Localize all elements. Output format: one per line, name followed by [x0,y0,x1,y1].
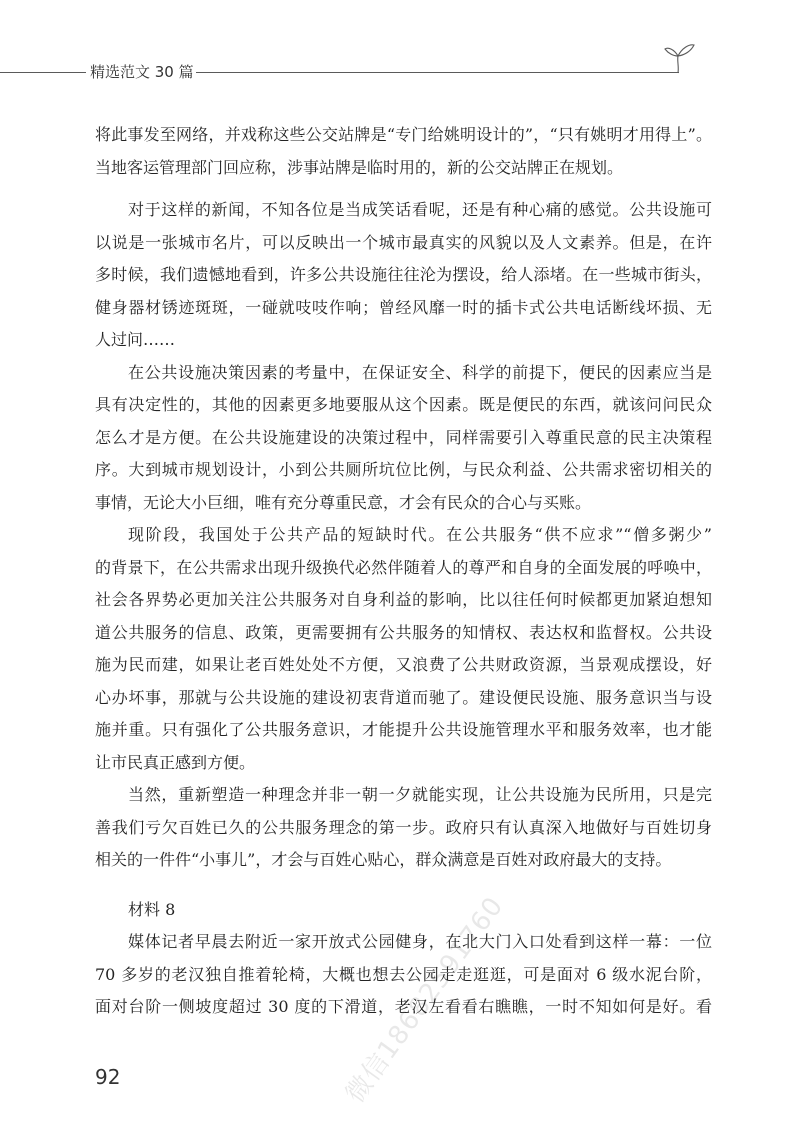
text-line: 现阶段，我国处于公共产品的短缺时代。在公共服务“供不应求”“僧多粥少” [128,525,712,544]
text-line: 多时候，我们遗憾地看到，许多公共设施往往沦为摆设，给人添堵。在一些城市街头， [95,265,712,284]
text-line: 序。大到城市规划设计，小到公共厕所坑位比例，与民众利益、公共需求密切相关的 [95,460,712,479]
paragraph-4 [95,519,712,779]
text-line: 面对台阶一侧坡度超过 30 度的下滑道，老汉左看看右瞧瞧，一时不知如何是好。看 [95,997,712,1016]
page-number: 92 [95,1065,121,1089]
sprout-icon [660,38,700,78]
watermark: 微信18682591760 [340,891,510,1109]
text-line: 事情，无论大小巨细，唯有充分尊重民意，才会有民众的合心与买账。 [95,492,592,512]
header-rule-right [196,72,679,73]
text-line: 社会各界势必更加关注公共服务对自身利益的影响，比以往任何时候都更加紧迫想知 [95,590,712,609]
header-rule-left [0,72,86,73]
text-line: 善我们亏欠百姓已久的公共服务理念的第一步。政府只有认真深入地做好与百姓切身 [95,817,712,837]
text-line: 具有决定性的，其他的因素更多地要服从这个因素。既是便民的东西，就该问问民众 [95,395,712,414]
text-line: 当地客运管理部门回应称，涉事站牌是临时用的，新的公交站牌正在规划。 [95,157,624,177]
body-text [95,119,712,1024]
text-line: 怎么才是方便。在公共设施建设的决策过程中，同样需要引入尊重民意的民主决策程 [95,427,712,447]
text-line: 的背景下，在公共需求出现升级换代必然伴随着人的尊严和自身的全面发展的呼唤中， [95,557,712,577]
text-line: 将此事发至网络，并戏称这些公交站牌是“专门给姚明设计的”，“只有姚明才用得上”。 [95,125,712,144]
text-line: 以说是一张城市名片，可以反映出一个城市最真实的风貌以及人文素养。但是，在许 [95,232,712,252]
paragraph-5 [95,779,712,877]
paragraph-2 [95,194,712,357]
text-line: 70 多岁的老汉独自推着轮椅，大概也想去公园走走逛逛，可是面对 6 级水泥台阶， [95,964,712,984]
text-line: 人过问…… [95,330,176,349]
text-line: 在公共设施决策因素的考量中，在保证安全、科学的前提下，便民的因素应当是 [128,362,712,382]
text-line: 让市民真正感到方便。 [95,752,256,772]
text-line: 道公共服务的信息、政策，更需要拥有公共服务的知情权、表达权和监督权。公共设 [95,622,712,642]
text-line: 施为民而建，如果让老百姓处处不方便，又浪费了公共财政资源，当景观成摆设，好 [95,655,712,674]
text-line: 健身器材锈迹斑斑，一碰就吱吱作响；曾经风靡一时的插卡式公共电话断线坏损、无 [95,297,712,317]
running-header-title: 精选范文 30 篇 [90,63,194,81]
text-line: 对于这样的新闻，不知各位是当成笑话看呢，还是有种心痛的感觉。公共设施可 [128,200,712,219]
text-line: 相关的一件件“小事儿”，才会与百姓心贴心，群众满意是百姓对政府最大的支持。 [95,850,672,869]
text-line: 当然，重新塑造一种理念并非一朝一夕就能实现，让公共设施为民所用，只是完 [128,785,712,804]
text-line: 媒体记者早晨去附近一家开放式公园健身，在北大门入口处看到这样一幕：一位 [128,932,712,951]
text-line: 施并重。只有强化了公共服务意识，才能提升公共设施管理水平和服务效率，也才能 [95,720,712,739]
paragraph-3 [95,357,712,520]
material-heading: 材料 8 [128,899,176,919]
text-line: 心办坏事，那就与公共设施的建设初衷背道而驰了。建设便民设施、服务意识当与设 [95,687,712,707]
paragraph-1 [95,119,712,184]
